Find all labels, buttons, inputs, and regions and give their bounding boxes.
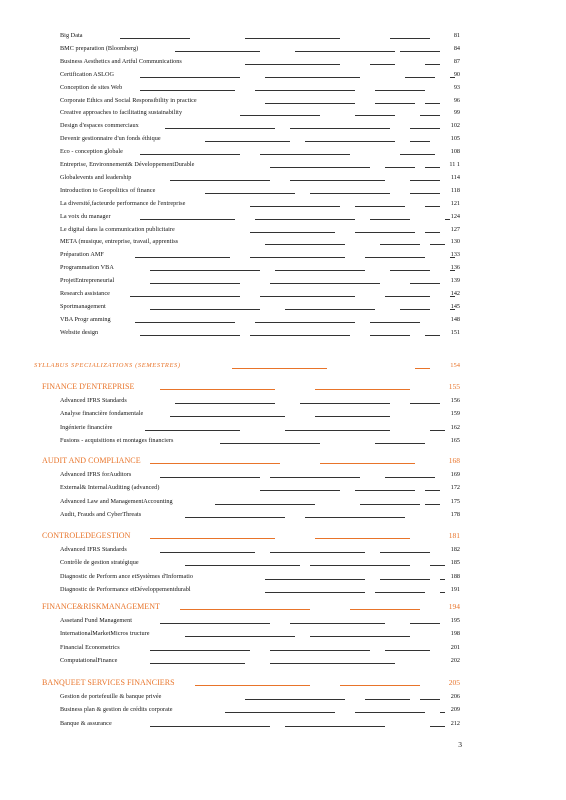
toc-entry-title: Corporate Ethics and Social Responsibility in practice — [60, 96, 197, 104]
toc-entry[interactable] — [0, 704, 566, 716]
dot-leader — [175, 403, 275, 404]
dot-leader — [160, 552, 255, 553]
toc-entry-title: FINANCE&RISKMANAGEMENT — [42, 602, 160, 611]
toc-entry[interactable] — [0, 262, 566, 274]
toc-entry-page: 191 — [450, 586, 460, 594]
dot-leader — [400, 309, 430, 310]
toc-entry-page: 172 — [450, 484, 460, 492]
dot-leader — [410, 283, 440, 284]
toc-entry[interactable] — [0, 43, 566, 55]
dot-leader — [290, 128, 390, 129]
dot-leader — [260, 490, 340, 491]
toc-entry-title: Advanced IFRS Standards — [60, 546, 127, 553]
dot-leader — [355, 712, 425, 713]
toc-section[interactable] — [0, 381, 566, 393]
toc-entry[interactable] — [0, 69, 566, 81]
toc-entry-title: Devenir gestionnaire d'un fonds éthique — [60, 135, 161, 143]
dot-leader — [405, 77, 435, 78]
dot-leader — [170, 180, 270, 181]
dot-leader — [285, 726, 385, 727]
dot-leader — [245, 699, 345, 700]
toc-entry-title: Business plan & gestion de crédits corporate — [60, 706, 173, 714]
toc-entry-title: Eco - conception globale — [60, 148, 123, 156]
toc-entry[interactable] — [0, 615, 566, 627]
toc-entry-title: Contrôle de gestion stratégique — [60, 559, 139, 567]
toc-entry[interactable] — [0, 275, 566, 287]
dot-leader — [150, 538, 275, 539]
dot-leader — [360, 504, 420, 505]
dot-leader — [410, 403, 440, 404]
toc-section[interactable] — [0, 455, 566, 467]
dot-leader — [150, 270, 260, 271]
dot-leader — [140, 77, 240, 78]
dot-leader — [370, 322, 420, 323]
toc-entry[interactable] — [0, 211, 566, 223]
dot-leader — [232, 368, 327, 369]
toc-entry[interactable] — [0, 288, 566, 300]
toc-entry-title: Le digital dans la communication publicitaire — [60, 225, 175, 233]
toc-entry-title: AUDIT AND COMPLIANCE — [42, 456, 141, 465]
dot-leader — [315, 416, 390, 417]
toc-entry-title: External& InternalAuditing (advanced) — [60, 484, 160, 492]
toc-entry[interactable] — [0, 395, 566, 407]
toc-entry-page: 133 — [450, 251, 460, 259]
toc-entry-page: 90 — [453, 70, 460, 78]
dot-leader — [400, 51, 440, 52]
toc-entry-page: 181 — [448, 531, 460, 540]
dot-leader — [140, 219, 235, 220]
dot-leader — [265, 579, 365, 580]
dot-leader — [150, 309, 260, 310]
dot-leader — [430, 565, 445, 566]
dot-leader — [175, 51, 260, 52]
toc-entry-title: La voix du manager — [60, 212, 111, 220]
toc-entry[interactable] — [0, 185, 566, 197]
toc-entry-page: 188 — [450, 572, 460, 580]
toc-entry-page: 105 — [450, 135, 460, 143]
toc-entry-title: FINANCE D'ENTREPRISE — [42, 382, 135, 391]
toc-entry[interactable] — [0, 314, 566, 326]
toc-entry[interactable] — [0, 422, 566, 434]
dot-leader — [290, 623, 385, 624]
dot-leader — [305, 517, 405, 518]
toc-entry-title: Entreprise, Environnement& DéveloppementDurable — [60, 161, 195, 168]
toc-entry[interactable] — [0, 120, 566, 132]
dot-leader — [425, 103, 440, 104]
toc-entry-title: Advanced IFRS forAuditors — [60, 471, 132, 478]
dot-leader — [385, 477, 435, 478]
dot-leader — [255, 219, 355, 220]
dot-leader — [270, 552, 365, 553]
dot-leader — [370, 64, 395, 65]
toc-entry-page: 102 — [450, 122, 460, 130]
toc-entry-page: 182 — [450, 546, 460, 553]
toc-entry-title: BMC preparation (Bloomberg) — [60, 44, 139, 52]
dot-leader — [140, 90, 235, 91]
dot-leader — [150, 463, 280, 464]
toc-entry-page: 202 — [450, 657, 460, 665]
dot-leader — [310, 193, 390, 194]
dot-leader — [245, 64, 340, 65]
toc-entry[interactable] — [0, 655, 566, 667]
dot-leader — [255, 322, 355, 323]
toc-entry-title: ComputationalFinance — [60, 657, 118, 665]
toc-entry[interactable] — [0, 408, 566, 420]
dot-leader — [285, 309, 375, 310]
dot-leader — [160, 477, 260, 478]
dot-leader — [310, 636, 410, 637]
toc-entry-title: Financial Econometrics — [60, 643, 120, 651]
dot-leader — [400, 154, 435, 155]
dot-leader — [150, 663, 245, 664]
dot-leader — [410, 141, 430, 142]
toc-entry[interactable] — [0, 584, 566, 596]
toc-entry-page: 127 — [450, 225, 460, 233]
dot-leader — [135, 257, 230, 258]
toc-entry[interactable] — [0, 435, 566, 447]
dot-leader — [185, 565, 300, 566]
toc-entry-title: VBA Progr amming — [60, 315, 111, 323]
toc-entry-title: Sportmanagement — [60, 302, 106, 310]
dot-leader — [410, 193, 440, 194]
dot-leader — [365, 257, 425, 258]
dot-leader — [135, 322, 235, 323]
toc-entry[interactable] — [0, 628, 566, 640]
toc-entry-title: Advanced IFRS Standards — [60, 397, 127, 404]
dot-leader — [390, 38, 430, 39]
toc-entry-page: 212 — [450, 719, 460, 727]
dot-leader — [260, 154, 350, 155]
dot-leader — [375, 592, 425, 593]
toc-entry-title: META (musique, entreprise, travail, apprentiss — [60, 238, 179, 246]
toc-entry[interactable] — [0, 146, 566, 158]
toc-entry-title: Introduction to Geopolitics of finance — [60, 186, 156, 194]
dot-leader — [185, 636, 295, 637]
toc-entry[interactable] — [0, 95, 566, 107]
dot-leader — [420, 699, 440, 700]
toc-entry[interactable] — [0, 327, 566, 339]
dot-leader — [315, 538, 410, 539]
dot-leader — [370, 335, 410, 336]
dot-leader — [255, 90, 355, 91]
toc-entry-page: 108 — [450, 148, 460, 156]
dot-leader — [410, 623, 440, 624]
toc-entry-title: Certification ASLOG — [60, 70, 115, 78]
dot-leader — [290, 180, 385, 181]
toc-entry-page: 168 — [448, 456, 460, 465]
toc-entry-page: 96 — [453, 96, 460, 104]
dot-leader — [355, 232, 415, 233]
toc-entry-page: 151 — [450, 328, 460, 336]
toc-entry-page: 121 — [450, 199, 460, 207]
toc-entry-page: 194 — [448, 602, 460, 611]
toc-entry-page: 139 — [450, 277, 460, 285]
dot-leader — [285, 430, 390, 431]
dot-leader — [150, 726, 270, 727]
dot-leader — [270, 167, 370, 168]
toc-entry[interactable] — [0, 469, 566, 481]
toc-entry-page: 162 — [450, 423, 460, 431]
dot-leader — [220, 443, 320, 444]
dot-leader — [205, 193, 295, 194]
dot-leader — [425, 504, 440, 505]
dot-leader — [440, 579, 445, 580]
dot-leader — [415, 368, 430, 369]
toc-entry[interactable] — [0, 159, 566, 171]
dot-leader — [260, 296, 355, 297]
toc-entry-page: 87 — [453, 57, 460, 65]
toc-entry-title: Audit, Frauds and CyberThreats — [60, 511, 142, 519]
toc-entry[interactable] — [0, 544, 566, 556]
dot-leader — [150, 283, 240, 284]
dot-leader — [250, 206, 340, 207]
dot-leader — [250, 257, 345, 258]
dot-leader — [265, 103, 355, 104]
toc-entry-page: 185 — [450, 559, 460, 567]
dot-leader — [180, 609, 310, 610]
dot-leader — [195, 685, 310, 686]
toc-entry-title: BANQUEET SERVICES FINANCIERS — [42, 678, 175, 687]
toc-entry[interactable] — [0, 509, 566, 521]
dot-leader — [420, 115, 440, 116]
toc-entry-title: Gestion de portefeuille & banque privée — [60, 693, 162, 700]
dot-leader — [385, 650, 430, 651]
dot-leader — [270, 650, 370, 651]
dot-leader — [140, 335, 240, 336]
dot-leader — [120, 38, 190, 39]
toc-entry-title: Design d'espaces commerciaux — [60, 122, 139, 130]
toc-entry-page: 159 — [450, 410, 460, 418]
dot-leader — [390, 270, 430, 271]
toc-entry[interactable] — [0, 642, 566, 654]
toc-section[interactable] — [0, 530, 566, 542]
toc-entry-title: Fusions - acquisitions et montages financiers — [60, 437, 174, 445]
toc-entry-title: Diagnostic de Performance etDéveloppementdurabl — [60, 586, 191, 594]
dot-leader — [425, 335, 440, 336]
dot-leader — [205, 141, 290, 142]
toc-entry-page: 175 — [450, 497, 460, 505]
dot-leader — [315, 389, 410, 390]
toc-entry[interactable] — [0, 496, 566, 508]
toc-entry-page: 84 — [453, 44, 460, 52]
dot-leader — [380, 579, 430, 580]
dot-leader — [145, 430, 240, 431]
toc-entry[interactable] — [0, 107, 566, 119]
dot-leader — [170, 416, 285, 417]
toc-entry[interactable] — [0, 557, 566, 569]
toc-entry-title: Business Aesthetics and Artful Communications — [60, 57, 182, 65]
toc-entry-page: 81 — [453, 32, 460, 39]
dot-leader — [320, 463, 415, 464]
toc-entry-title: SYLLABUS SPECIALIZATIONS (SEMESTRES) — [34, 362, 181, 369]
dot-leader — [250, 335, 350, 336]
dot-leader — [140, 154, 240, 155]
dot-leader — [425, 64, 440, 65]
dot-leader — [375, 90, 425, 91]
toc-entry[interactable] — [0, 30, 566, 42]
toc-entry-page: 156 — [450, 397, 460, 404]
dot-leader — [150, 650, 250, 651]
dot-leader — [380, 244, 420, 245]
dot-leader — [160, 389, 275, 390]
dot-leader — [245, 38, 340, 39]
dot-leader — [265, 592, 365, 593]
toc-entry-title: Programmation VBA — [60, 264, 114, 272]
dot-leader — [410, 128, 440, 129]
dot-leader — [165, 128, 275, 129]
toc-entry-page: 165 — [450, 437, 460, 445]
dot-leader — [430, 244, 445, 245]
toc-entry-page: 118 — [450, 186, 460, 194]
toc-entry-title: Research assistance — [60, 290, 110, 297]
toc-entry[interactable] — [0, 482, 566, 494]
toc-entry[interactable] — [0, 236, 566, 248]
dot-leader — [310, 565, 410, 566]
toc-entry-title: Globalevents and leadership — [60, 173, 132, 181]
toc-syllabus-heading[interactable] — [0, 360, 566, 372]
dot-leader — [340, 685, 420, 686]
toc-entry[interactable] — [0, 133, 566, 145]
toc-entry-page: 136 — [450, 264, 460, 272]
dot-leader — [355, 206, 405, 207]
dot-leader — [425, 490, 440, 491]
dot-leader — [300, 403, 390, 404]
dot-leader — [305, 141, 395, 142]
dot-leader — [430, 430, 445, 431]
dot-leader — [440, 592, 445, 593]
toc-entry-title: Advanced Law and ManagementAccounting — [60, 497, 173, 505]
dot-leader — [270, 283, 380, 284]
toc-entry-title: Analyse financière fondamentale — [60, 410, 144, 418]
toc-entry-title: InternationalMarketMicros tructure — [60, 630, 150, 638]
dot-leader — [375, 103, 415, 104]
toc-entry-page: 124 — [450, 212, 460, 220]
toc-entry[interactable] — [0, 249, 566, 261]
toc-entry-page: 130 — [450, 238, 460, 246]
toc-entry[interactable] — [0, 172, 566, 184]
toc-entry-page: 205 — [448, 678, 460, 687]
toc-entry-page: 195 — [450, 617, 460, 624]
dot-leader — [265, 244, 345, 245]
dot-leader — [385, 296, 430, 297]
toc-entry-title: Big Data — [60, 32, 83, 39]
toc-entry-title: Website design — [60, 328, 99, 336]
dot-leader — [215, 504, 315, 505]
dot-leader — [425, 232, 440, 233]
toc-entry[interactable] — [0, 571, 566, 583]
toc-entry-title: Creative approaches to facilitating sustainability — [60, 109, 183, 117]
toc-entry-page: 145 — [450, 302, 460, 310]
dot-leader — [185, 517, 285, 518]
toc-entry-page: 198 — [450, 630, 460, 638]
dot-leader — [250, 232, 335, 233]
toc-entry-title: Préparation AMF — [60, 251, 104, 259]
toc-entry[interactable] — [0, 691, 566, 703]
page-number: 3 — [458, 740, 462, 749]
toc-section[interactable] — [0, 677, 566, 689]
toc-entry[interactable] — [0, 198, 566, 210]
dot-leader — [350, 609, 420, 610]
dot-leader — [355, 490, 415, 491]
dot-leader — [430, 726, 445, 727]
toc-entry-page: 169 — [450, 471, 460, 478]
dot-leader — [385, 167, 415, 168]
dot-leader — [355, 115, 395, 116]
toc-section[interactable] — [0, 601, 566, 613]
toc-entry[interactable] — [0, 56, 566, 68]
toc-entry-title: CONTROLEDEGESTION — [42, 531, 131, 540]
dot-leader — [410, 180, 440, 181]
toc-entry-title: Assetand Fund Management — [60, 617, 132, 624]
toc-entry-title: Conception de sites Web — [60, 83, 123, 91]
toc-entry-page: 201 — [450, 643, 460, 651]
toc-entry[interactable] — [0, 718, 566, 730]
dot-leader — [440, 712, 445, 713]
toc-entry-title: Ingénierie financière — [60, 423, 113, 431]
dot-leader — [240, 115, 320, 116]
toc-entry-page: 148 — [450, 315, 460, 323]
dot-leader — [425, 206, 440, 207]
dot-leader — [270, 663, 395, 664]
dot-leader — [275, 270, 365, 271]
dot-leader — [375, 443, 425, 444]
toc-entry-title: La diversité,facteurde performance de l'entreprise — [60, 199, 186, 207]
dot-leader — [380, 552, 430, 553]
toc-entry-page: 93 — [453, 83, 460, 91]
toc-entry-title: Banque & assurance — [60, 719, 112, 727]
toc-entry-page: 99 — [453, 109, 460, 117]
dot-leader — [265, 77, 360, 78]
dot-leader — [445, 219, 450, 220]
toc-entry-page: 11 1 — [449, 161, 460, 168]
toc-entry-page: 178 — [450, 511, 460, 519]
dot-leader — [130, 296, 240, 297]
toc-entry-page: 209 — [450, 706, 460, 714]
dot-leader — [160, 623, 270, 624]
toc-entry-title: Diagnostic de Perform ance etSystèmes d'Informatio — [60, 572, 193, 580]
toc-entry-page: 155 — [448, 382, 460, 391]
toc-entry-page: 142 — [450, 290, 460, 297]
dot-leader — [370, 219, 410, 220]
toc-entry-page: 154 — [450, 362, 460, 369]
toc-entry-title: ProjetEntrepreneurial — [60, 277, 115, 285]
dot-leader — [225, 712, 335, 713]
dot-leader — [365, 699, 410, 700]
toc-entry[interactable] — [0, 301, 566, 313]
toc-entry[interactable] — [0, 82, 566, 94]
toc-entry[interactable] — [0, 224, 566, 236]
dot-leader — [295, 51, 395, 52]
dot-leader — [270, 477, 360, 478]
dot-leader — [425, 167, 440, 168]
toc-entry-page: 206 — [450, 693, 460, 700]
toc-entry-page: 114 — [450, 173, 460, 181]
